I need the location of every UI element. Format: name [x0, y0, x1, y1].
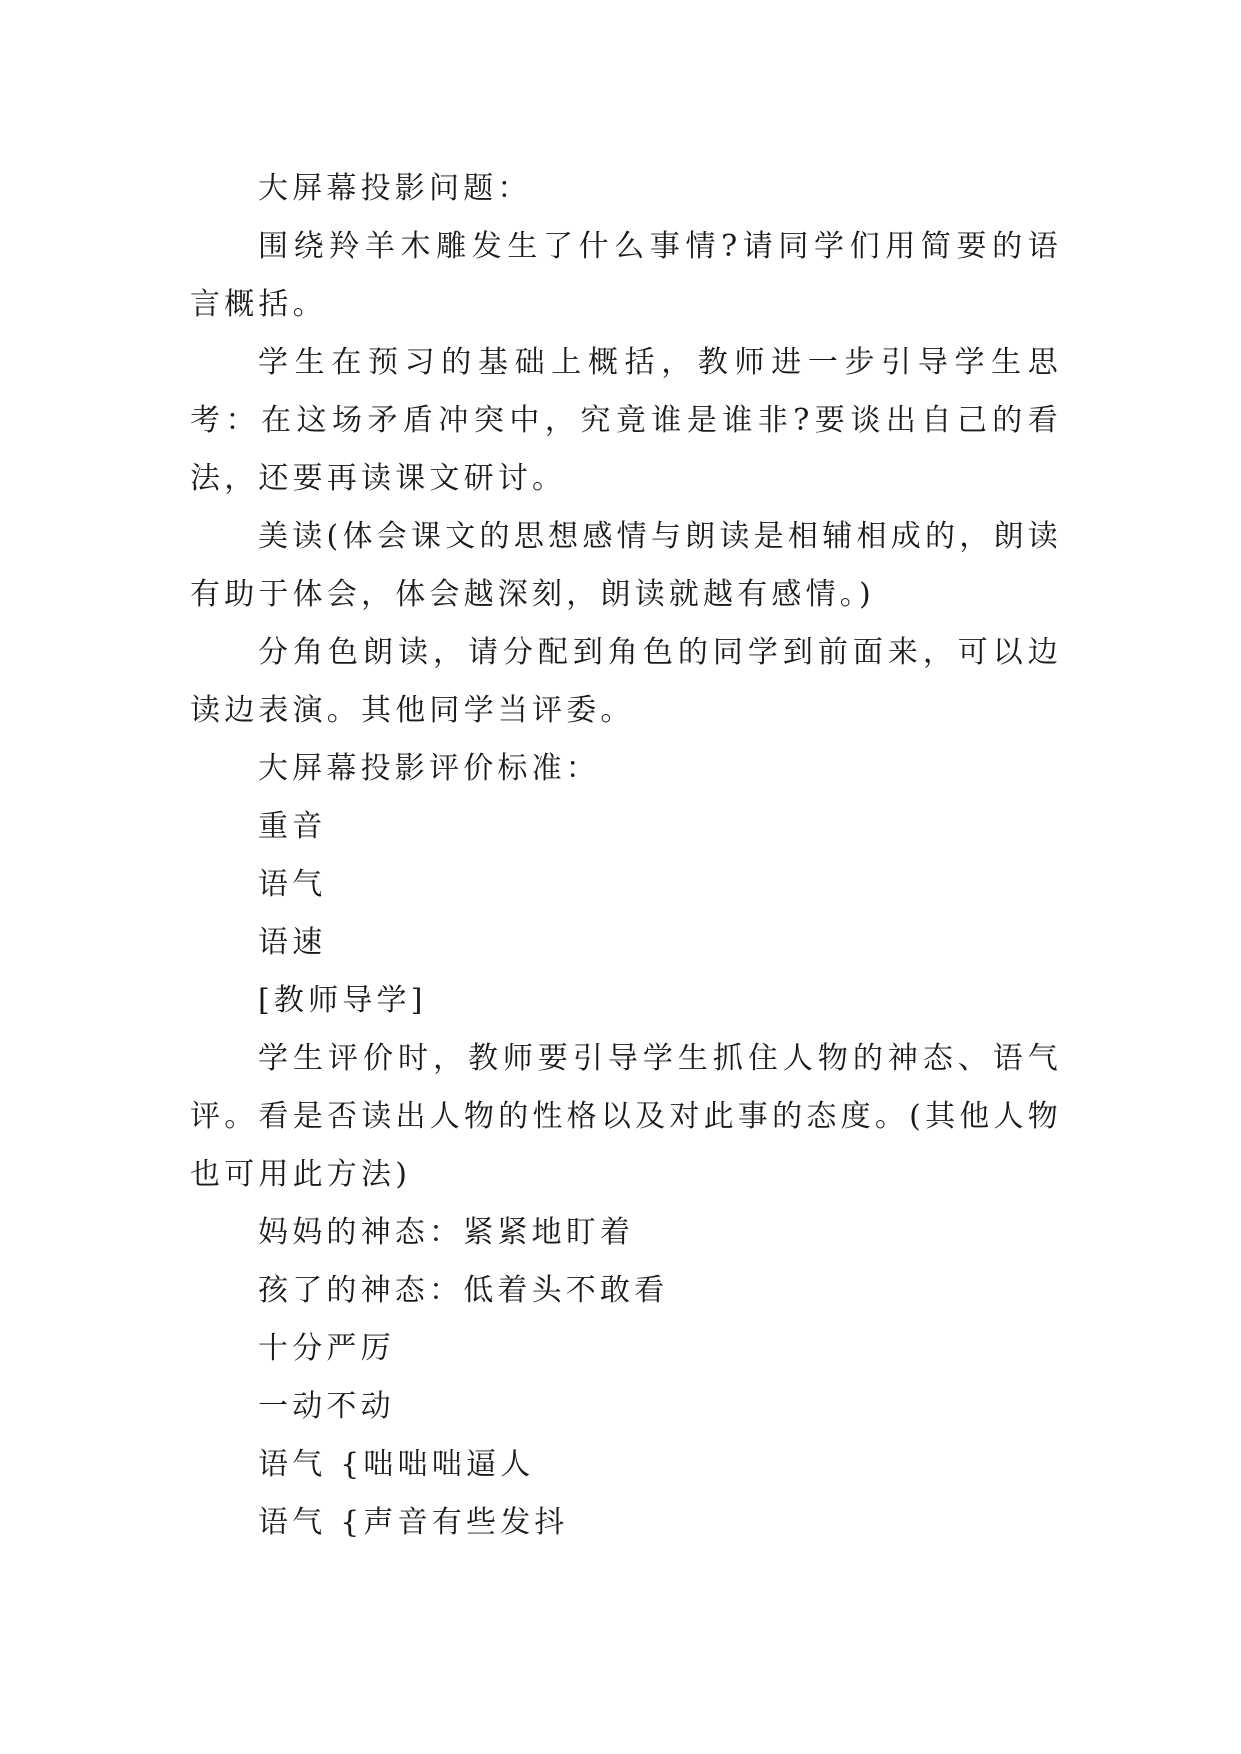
- paragraph: 孩了的神态：低着头不敢看: [258, 1273, 669, 1308]
- document-page: [190, 160, 1062, 1552]
- paragraph: 语气 {咄咄咄逼人: [258, 1447, 535, 1482]
- paragraph: 语速: [258, 925, 327, 960]
- paragraph: 大屏幕投影评价标准：: [258, 751, 600, 786]
- paragraph: 重音: [258, 809, 327, 844]
- paragraph: 分角色朗读，请分配到角色的同学到前面来，可以边读边表演。其他同学当评委。: [190, 635, 1062, 728]
- paragraph: 语气 {声音有些发抖: [258, 1505, 569, 1540]
- paragraph: 围绕羚羊木雕发生了什么事情?请同学们用简要的语言概括。: [190, 229, 1062, 322]
- paragraph: 学生评价时，教师要引导学生抓住人物的神态、语气评。看是否读出人物的性格以及对此事的态度。(其他人物也可用此方法): [190, 1041, 1062, 1192]
- paragraph: [教师导学]: [258, 983, 427, 1018]
- paragraph: 一动不动: [258, 1389, 395, 1424]
- paragraph: 语气: [258, 867, 327, 902]
- paragraph: 学生在预习的基础上概括，教师进一步引导学生思考：在这场矛盾冲突中，究竟谁是谁非?要谈出自己的看法，还要再读课文研讨。: [190, 345, 1062, 496]
- paragraph: 十分严厉: [258, 1331, 395, 1366]
- paragraph: 妈妈的神态：紧紧地盯着: [258, 1215, 635, 1250]
- paragraph: 大屏幕投影问题：: [258, 171, 532, 206]
- paragraph: 美读(体会课文的思想感情与朗读是相辅相成的，朗读有助于体会，体会越深刻，朗读就越有感情。): [190, 519, 1062, 612]
